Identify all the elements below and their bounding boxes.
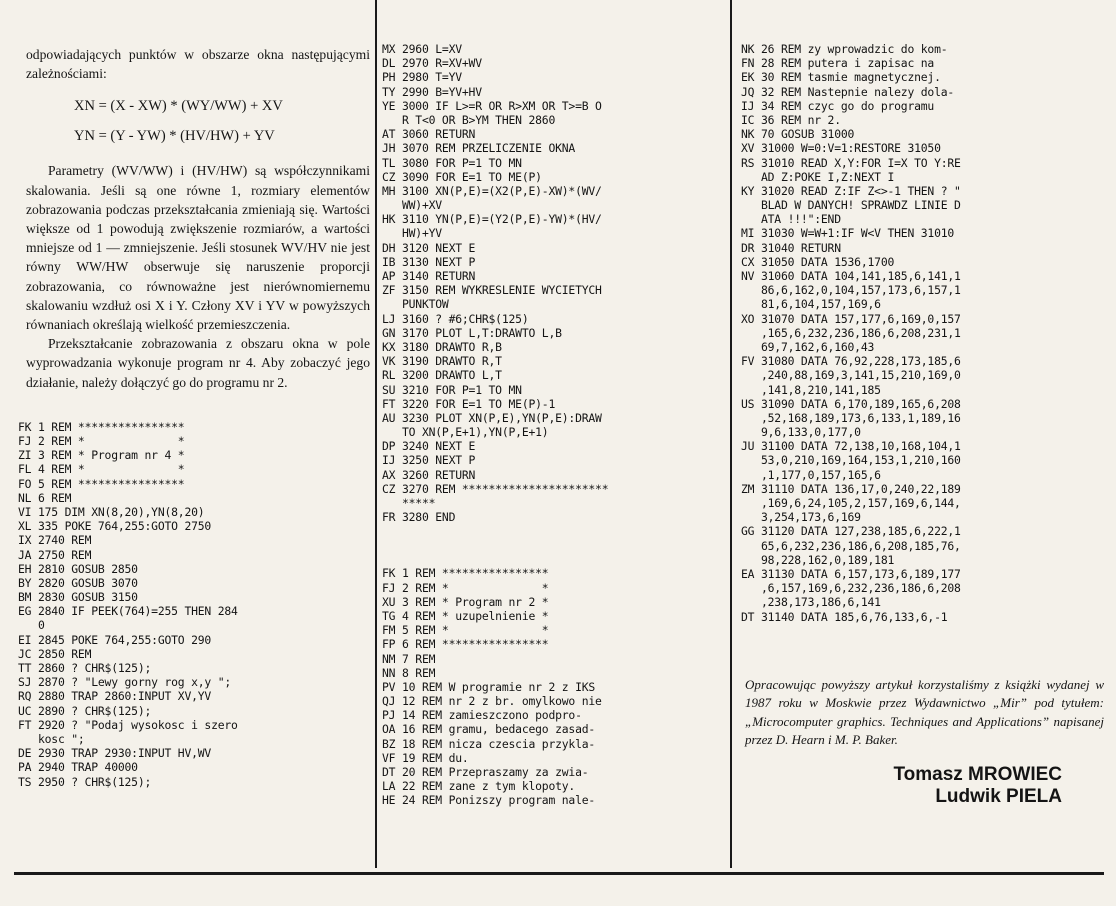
code-line: NM 7 REM <box>382 651 436 666</box>
code-line: AD Z:POKE I,Z:NEXT I <box>741 169 895 184</box>
code-line: TY 2990 B=YV+HV <box>382 84 482 99</box>
code-line: DR 31040 RETURN <box>741 240 841 255</box>
code-line: ZF 3150 REM WYKRESLENIE WYCIETYCH <box>382 283 602 298</box>
code-line: XL 335 POKE 764,255:GOTO 2750 <box>18 519 212 534</box>
code-line: US 31090 DATA 6,170,189,165,6,208 <box>741 396 961 411</box>
column-divider <box>375 0 377 868</box>
code-line: BY 2820 GOSUB 3070 <box>18 575 138 590</box>
code-line: FT 2920 ? "Podaj wysokosc i szero <box>18 717 238 732</box>
code-line: ,240,88,169,3,141,15,210,169,0 <box>741 368 961 383</box>
code-line: DP 3240 NEXT E <box>382 439 476 454</box>
code-line: NK 70 GOSUB 31000 <box>741 127 855 142</box>
code-line: IJ 3250 NEXT P <box>382 453 476 468</box>
code-line: DH 3120 NEXT E <box>382 240 476 255</box>
code-line: ,1,177,0,157,165,6 <box>741 467 881 482</box>
program-4-listing-continued <box>378 42 733 524</box>
article-body <box>14 161 374 391</box>
left-column <box>14 0 374 789</box>
code-line: 86,6,162,0,104,157,173,6,157,1 <box>741 283 961 298</box>
code-line: XO 31070 DATA 157,177,6,169,0,157 <box>741 311 961 326</box>
code-line: EA 31130 DATA 6,157,173,6,189,177 <box>741 566 961 581</box>
code-line: 65,6,232,236,186,6,208,185,76, <box>741 538 961 553</box>
intro-text: odpowiadających punktów w obszarze okna następującymi zależnościami: <box>26 47 370 82</box>
code-line: TS 2950 ? CHR$(125); <box>18 774 152 789</box>
code-line: TT 2860 ? CHR$(125); <box>18 661 152 676</box>
right-column <box>735 0 1110 808</box>
code-line: ZM 31110 DATA 136,17,0,240,22,189 <box>741 481 961 496</box>
code-line: CZ 3270 REM ********************** <box>382 481 609 496</box>
column-divider <box>730 0 732 868</box>
code-line: FN 28 REM putera i zapisac na <box>741 56 935 71</box>
code-line: ZI 3 REM * Program nr 4 * <box>18 448 185 463</box>
code-line: AX 3260 RETURN <box>382 467 476 482</box>
code-line: MH 3100 XN(P,E)=(X2(P,E)-XW)*(WV/ <box>382 183 602 198</box>
code-line: PJ 14 REM zamieszczono podpro- <box>382 708 582 723</box>
code-line: KY 31020 READ Z:IF Z<>-1 THEN ? " <box>741 183 961 198</box>
equation-yn: YN = (Y - YW) * (HV/HW) + YV <box>74 128 275 145</box>
code-line: BM 2830 GOSUB 3150 <box>18 590 138 605</box>
code-line: NK 26 REM zy wprowadzic do kom- <box>741 42 948 56</box>
code-line: MI 31030 W=W+1:IF W<V THEN 31010 <box>741 226 955 241</box>
code-line: IX 2740 REM <box>18 533 92 548</box>
article-intro <box>14 45 374 83</box>
code-line: UC 2890 ? CHR$(125); <box>18 703 152 718</box>
code-line: GG 31120 DATA 127,238,185,6,222,1 <box>741 524 961 539</box>
code-line: FK 1 REM **************** <box>18 419 185 434</box>
code-line: 98,228,162,0,189,181 <box>741 552 895 567</box>
code-line: EH 2810 GOSUB 2850 <box>18 561 138 576</box>
code-line: VI 175 DIM XN(8,20),YN(8,20) <box>18 504 205 519</box>
code-line: JU 31100 DATA 72,138,10,168,104,1 <box>741 439 961 454</box>
code-line: 3,254,173,6,169 <box>741 510 861 525</box>
author-name: Tomasz MROWIEC <box>893 763 1062 785</box>
code-line: NL 6 REM <box>18 490 72 505</box>
code-line: AT 3060 RETURN <box>382 127 476 142</box>
code-line: DE 2930 TRAP 2930:INPUT HV,WV <box>18 746 212 761</box>
code-line: QJ 12 REM nr 2 z br. omylkowo nie <box>382 694 602 709</box>
code-line: FL 4 REM * * <box>18 462 185 477</box>
middle-column <box>378 0 733 808</box>
code-line: ,52,168,189,173,6,133,1,189,16 <box>741 410 961 425</box>
code-line: FK 1 REM **************** <box>382 566 549 581</box>
code-line: 0 <box>18 618 45 633</box>
paragraph-transform: Przekształcanie zobrazowania z obszaru okna w pole wyprowadzania wykonuje program nr 4. Aby zobaczyć jego działanie, należy dołączyć go do programu nr 2. <box>26 336 370 390</box>
code-line: LA 22 REM zane z tym klopoty. <box>382 779 576 794</box>
code-line: 9,6,133,0,177,0 <box>741 425 861 440</box>
code-line: LJ 3160 ? #6;CHR$(125) <box>382 311 529 326</box>
code-line: FT 3220 FOR E=1 TO ME(P)-1 <box>382 396 556 411</box>
code-line: GN 3170 PLOT L,T:DRAWTO L,B <box>382 325 562 340</box>
program-2-supplement-listing <box>378 566 733 807</box>
code-line: EK 30 REM tasmie magnetycznej. <box>741 70 941 85</box>
code-line: ,141,8,210,141,185 <box>741 382 881 397</box>
code-line: TG 4 REM * uzupelnienie * <box>382 608 549 623</box>
code-line: HW)+YV <box>382 226 442 241</box>
code-line: JQ 32 REM Nastepnie nalezy dola- <box>741 84 955 99</box>
page-bottom-rule <box>14 872 1104 875</box>
code-line: MX 2960 L=XV <box>382 42 462 56</box>
code-line: IJ 34 REM czyc go do programu <box>741 98 935 113</box>
code-line: SJ 2870 ? "Lewy gorny rog x,y "; <box>18 675 232 690</box>
code-line: kosc "; <box>18 731 85 746</box>
code-line: HE 24 REM Ponizszy program nale- <box>382 793 596 808</box>
code-line: DT 31140 DATA 185,6,76,133,6,-1 <box>741 609 948 624</box>
code-line: ATA !!!":END <box>741 212 841 227</box>
code-line: R T<0 OR B>YM THEN 2860 <box>382 112 556 127</box>
code-line: TO XN(P,E+1),YN(P,E+1) <box>382 425 549 440</box>
code-line: FJ 2 REM * * <box>18 434 185 449</box>
code-line: PH 2980 T=YV <box>382 70 462 85</box>
code-line: KX 3180 DRAWTO R,B <box>382 339 502 354</box>
code-line: FM 5 REM * * <box>382 623 549 638</box>
code-line: IC 36 REM nr 2. <box>741 112 841 127</box>
equations <box>14 91 374 151</box>
code-line: OA 16 REM gramu, bedacego zasad- <box>382 722 596 737</box>
authors <box>735 764 1110 808</box>
code-line: SU 3210 FOR P=1 TO MN <box>382 382 522 397</box>
paragraph-scaling: Parametry (WV/WW) i (HV/HW) są współczynnikami skalowania. Jeśli są one równe 1, rozmiary elementów zobrazowania podczas przekształcania zmieniają się. Wartości większe od 1 powodują zwiększenie rozmiarów, a wartości mniejsze od 1 — zmniejszenie. Jeśli stosunek WV/HV nie jest równy WW/HW obserwuje się naruszenie proporcji zobrazowania, co równoważne jest nierównomiernemu skalowaniu wzdłuż osi X i Y. Człony XV i YV w powyższych równaniach określają wielkość przemieszczenia. <box>26 163 370 333</box>
code-line: 53,0,210,169,164,153,1,210,160 <box>741 453 961 468</box>
code-line: RL 3200 DRAWTO L,T <box>382 368 502 383</box>
code-line: PA 2940 TRAP 40000 <box>18 760 138 775</box>
code-line: VF 19 REM du. <box>382 750 469 765</box>
code-line: FR 3280 END <box>382 510 456 525</box>
code-line: DL 2970 R=XV+WV <box>382 56 482 71</box>
code-line: AU 3230 PLOT XN(P,E),YN(P,E):DRAW <box>382 410 602 425</box>
code-line: BLAD W DANYCH! SPRAWDZ LINIE D <box>741 198 961 213</box>
equation-xn: XN = (X - XW) * (WY/WW) + XV <box>74 98 283 115</box>
code-line: EI 2845 POKE 764,255:GOTO 290 <box>18 632 212 647</box>
code-line: WW)+XV <box>382 198 442 213</box>
code-line: IB 3130 NEXT P <box>382 254 476 269</box>
code-line: XU 3 REM * Program nr 2 * <box>382 594 549 609</box>
code-line: DT 20 REM Przepraszamy za zwia- <box>382 765 589 779</box>
program-4-listing <box>14 420 374 789</box>
code-line: FJ 2 REM * * <box>382 580 549 595</box>
code-line: NV 31060 DATA 104,141,185,6,141,1 <box>741 269 961 283</box>
code-line: TL 3080 FOR P=1 TO MN <box>382 155 522 170</box>
code-line: FP 6 REM **************** <box>382 637 549 652</box>
code-line: JC 2850 REM <box>18 646 92 661</box>
code-line: XV 31000 W=0:V=1:RESTORE 31050 <box>741 141 941 156</box>
code-line: HK 3110 YN(P,E)=(Y2(P,E)-YW)*(HV/ <box>382 212 602 227</box>
code-line: JH 3070 REM PRZELICZENIE OKNA <box>382 141 576 156</box>
code-line: AP 3140 RETURN <box>382 269 476 283</box>
code-line: VK 3190 DRAWTO R,T <box>382 354 502 369</box>
code-line: ,6,157,169,6,232,236,186,6,208 <box>741 581 961 596</box>
code-line: CX 31050 DATA 1536,1700 <box>741 254 895 269</box>
code-line: CZ 3090 FOR E=1 TO ME(P) <box>382 169 542 184</box>
code-line: 81,6,104,157,169,6 <box>741 297 881 312</box>
source-note: Opracowując powyższy artykuł korzystaliśmy z książki wydanej w 1987 roku w Moskwie przez Wydawnictwo „Mir” pod tytułem: „Microcomputer graphics. Techniques and Applications” napisanej przez D. Hearn i M. P. Baker. <box>745 676 1104 748</box>
code-line: FV 31080 DATA 76,92,228,173,185,6 <box>741 354 961 369</box>
code-line: BZ 18 REM nicza czescia przykla- <box>382 736 596 751</box>
code-line: ,238,173,186,6,141 <box>741 595 881 610</box>
code-line: 69,7,162,6,160,43 <box>741 339 875 354</box>
author-name: Ludwik PIELA <box>935 785 1062 807</box>
code-line: RS 31010 READ X,Y:FOR I=X TO Y:RE <box>741 155 961 170</box>
code-line: EG 2840 IF PEEK(764)=255 THEN 284 <box>18 604 238 619</box>
code-line: JA 2750 REM <box>18 547 92 562</box>
code-line: PUNKTOW <box>382 297 449 312</box>
program-2-supplement-continued <box>735 42 1110 624</box>
code-line: ***** <box>382 496 436 510</box>
code-line: ,165,6,232,236,186,6,208,231,1 <box>741 325 961 340</box>
code-line: YE 3000 IF L>=R OR R>XM OR T>=B O <box>382 98 602 113</box>
code-line: RQ 2880 TRAP 2860:INPUT XV,YV <box>18 689 212 704</box>
code-line: ,169,6,24,105,2,157,169,6,144, <box>741 496 961 510</box>
code-line: FO 5 REM **************** <box>18 476 185 491</box>
code-line: PV 10 REM W programie nr 2 z IKS <box>382 679 596 694</box>
code-line: NN 8 REM <box>382 665 436 680</box>
